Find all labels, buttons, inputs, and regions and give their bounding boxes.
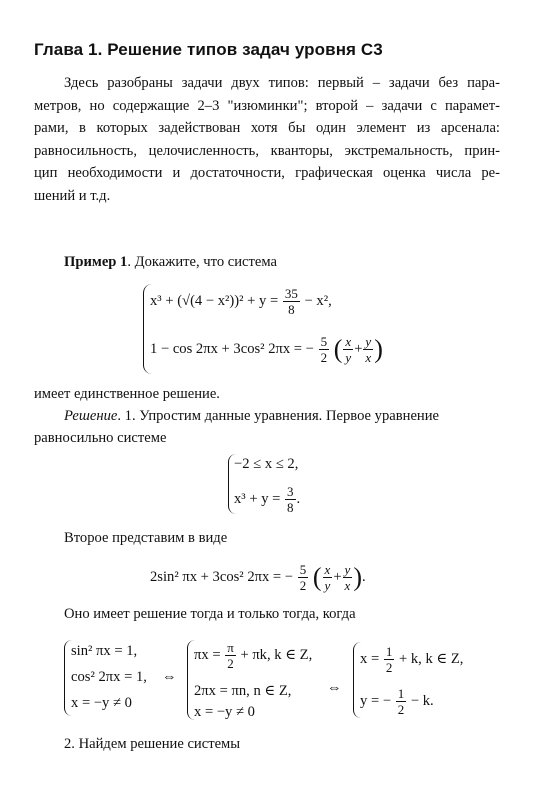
s2-line: 2πx = πn, n ∈ Z, xyxy=(194,683,292,699)
solution-line-2: равносильно системе xyxy=(34,430,167,446)
eq-mid-fraction: $\frac{5}{2}$ xyxy=(299,562,307,593)
pi-half-fraction: $\frac{\pi}{2}$ xyxy=(227,640,234,671)
intro-line: равносильность, целочисленность, кванторы, экстремальность, прин- xyxy=(34,142,500,159)
equiv-arrow: ⇔ xyxy=(327,680,342,696)
eq1-rest: − x², xyxy=(304,292,332,309)
sub-system-b: x³ + y = $\frac{3}{8}$ . xyxy=(234,484,301,515)
sub-system-a: −2 ≤ x ≤ 2, xyxy=(234,456,299,472)
second-intro: Второе представим в виде xyxy=(64,530,228,546)
s1-line: sin² πx = 1, xyxy=(71,643,138,659)
s3-line: x = $\frac{1}{2}$ + k, k ∈ Z, xyxy=(360,644,464,675)
example-text: . Докажите, что система xyxy=(127,254,278,270)
intro-line: цип необходимости и достаточности, графическая оценка числа ре- xyxy=(34,165,500,182)
s2-line: πx = $\frac{\pi}{2}$ + πk, k ∈ Z, xyxy=(194,640,313,671)
solution-line-1: Решение. 1. Упростим данные уравнения. Первое уравнение xyxy=(64,408,440,424)
intro-line: Здесь разобраны задачи двух типов: первый – задачи без пара- xyxy=(64,75,500,91)
s2-line: x = −y ≠ 0 xyxy=(194,704,255,720)
eq2-fraction: $\frac{5}{2}$ xyxy=(320,334,328,365)
solution-label: Решение xyxy=(64,408,118,424)
eq1-fraction: $\frac{35}{8}$ xyxy=(284,286,298,317)
s1-line: cos² 2πx = 1, xyxy=(71,669,147,685)
eq2-lhs: 1 − cos 2πx + 3cos² 2πx = − xyxy=(150,340,314,357)
s3-line: y = − $\frac{1}{2}$ − k. xyxy=(360,686,434,717)
when-text: Оно имеет решение тогда и только тогда, когда xyxy=(64,606,356,622)
intro-line: метров, но содержащие 2–3 "изюминки"; второй – задачи с парамет- xyxy=(34,97,500,114)
equiv-arrow: ⇔ xyxy=(162,669,177,685)
intro-line: рами, в которых задействован хотя бы один элемент из арсенала: xyxy=(34,120,500,137)
intro-line: шений и т.д. xyxy=(34,187,111,204)
s3b-fraction: $\frac{1}{2}$ xyxy=(397,686,405,717)
example-after: имеет единственное решение. xyxy=(34,386,220,402)
s1-line: x = −y ≠ 0 xyxy=(71,695,132,711)
system-equation-1 xyxy=(150,286,332,317)
example-statement xyxy=(64,254,277,271)
intro-paragraph xyxy=(34,72,500,208)
example-label: Пример 1 xyxy=(64,254,128,270)
chapter-title: Глава 1. Решение типов задач уровня С3 xyxy=(34,40,383,59)
step-2: 2. Найдем решение системы xyxy=(64,736,241,752)
sys-b-fraction: $\frac{3}{8}$ xyxy=(287,484,294,515)
s3a-fraction: $\frac{1}{2}$ xyxy=(385,644,393,675)
eq1-lhs: x³ + (√(4 − x²))² + y = xyxy=(150,292,279,309)
system-equation-2: 1 − cos 2πx + 3cos² 2πx = − $\frac{5}{2}$ ( $\frac{x}{y}$ + $\frac{y}{x}$ ) xyxy=(150,334,383,365)
x-over-y: $\frac{x}{y}$ xyxy=(345,334,352,365)
y-over-x: $\frac{y}{x}$ xyxy=(365,334,372,365)
equation-middle: 2sin² πx + 3cos² 2πx = − $\frac{5}{2}$ ( $\frac{x}{y}$ + $\frac{y}{x}$ ). xyxy=(150,562,366,593)
